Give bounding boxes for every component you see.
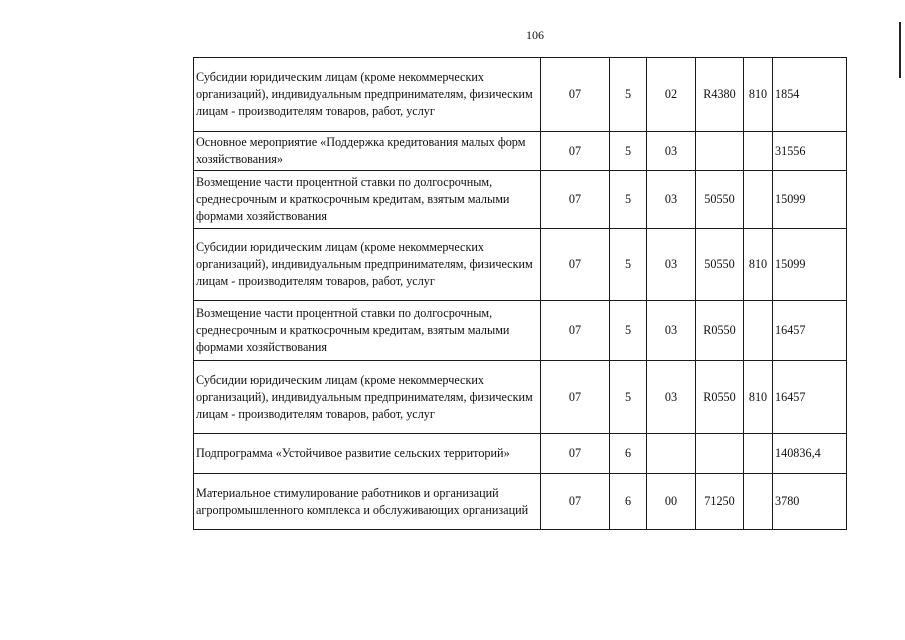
code-cell: 5	[610, 301, 647, 361]
code-cell: 03	[647, 132, 696, 171]
code-cell: 5	[610, 229, 647, 301]
code-cell	[744, 434, 773, 474]
table-row	[194, 301, 847, 361]
code-cell	[744, 474, 773, 530]
row-name-cell	[194, 361, 541, 434]
code-cell: 07	[541, 301, 610, 361]
row-name-cell	[194, 171, 541, 229]
table-row	[194, 229, 847, 301]
sum-cell: 1854	[773, 58, 847, 132]
table-row	[194, 132, 847, 171]
code-cell	[647, 434, 696, 474]
row-name: Подпрограмма «Устойчивое развитие сельских территорий»	[196, 446, 510, 460]
code-cell: 03	[647, 229, 696, 301]
code-cell: 03	[647, 301, 696, 361]
code-cell	[744, 301, 773, 361]
sum-cell: 3780	[773, 474, 847, 530]
code-cell: 50550	[696, 229, 744, 301]
sum-cell: 31556	[773, 132, 847, 171]
code-cell: 50550	[696, 171, 744, 229]
code-cell: 810	[744, 361, 773, 434]
code-cell: 07	[541, 434, 610, 474]
code-cell: 00	[647, 474, 696, 530]
sum-cell: 16457	[773, 361, 847, 434]
row-name-cell	[194, 474, 541, 530]
row-name: Возмещение части процентной ставки по долгосрочным, среднесрочным и краткосрочным кредитам, взятым малыми формами хозяйствования	[196, 175, 510, 223]
sum-cell: 15099	[773, 171, 847, 229]
row-name: Субсидии юридическим лицам (кроме некоммерческих организаций), индивидуальным предпринимателям, физическим лицам - производителям товаров, работ, услуг	[196, 240, 533, 288]
code-cell: 6	[610, 474, 647, 530]
row-name-cell	[194, 132, 541, 171]
sum-cell: 140836,4	[773, 434, 847, 474]
code-cell	[744, 132, 773, 171]
table-row	[194, 58, 847, 132]
budget-table	[193, 57, 847, 530]
code-cell: 07	[541, 361, 610, 434]
code-cell: 5	[610, 132, 647, 171]
code-cell: 07	[541, 132, 610, 171]
row-name-cell	[194, 229, 541, 301]
code-cell: R0550	[696, 361, 744, 434]
sum-cell: 15099	[773, 229, 847, 301]
row-name: Возмещение части процентной ставки по долгосрочным, среднесрочным и краткосрочным кредитам, взятым малыми формами хозяйствования	[196, 306, 510, 354]
row-name-cell	[194, 58, 541, 132]
table-row	[194, 361, 847, 434]
code-cell: R4380	[696, 58, 744, 132]
code-cell: 07	[541, 58, 610, 132]
scan-edge-mark	[899, 22, 901, 78]
code-cell	[696, 434, 744, 474]
code-cell: 03	[647, 361, 696, 434]
code-cell: 71250	[696, 474, 744, 530]
row-name-cell	[194, 301, 541, 361]
code-cell: 5	[610, 58, 647, 132]
code-cell: 5	[610, 171, 647, 229]
code-cell: 07	[541, 474, 610, 530]
code-cell: 810	[744, 229, 773, 301]
code-cell: R0550	[696, 301, 744, 361]
table-row	[194, 171, 847, 229]
code-cell: 02	[647, 58, 696, 132]
sum-cell: 16457	[773, 301, 847, 361]
code-cell	[744, 171, 773, 229]
code-cell: 07	[541, 229, 610, 301]
row-name: Субсидии юридическим лицам (кроме некоммерческих организаций), индивидуальным предпринимателям, физическим лицам - производителям товаров, работ, услуг	[196, 70, 533, 118]
row-name: Материальное стимулирование работников и организаций агропромышленного комплекса и обслуживающих организаций	[196, 485, 529, 517]
code-cell: 07	[541, 171, 610, 229]
code-cell	[696, 132, 744, 171]
table-row	[194, 434, 847, 474]
table-row	[194, 474, 847, 530]
code-cell: 6	[610, 434, 647, 474]
code-cell: 810	[744, 58, 773, 132]
row-name: Субсидии юридическим лицам (кроме некоммерческих организаций), индивидуальным предпринимателям, физическим лицам - производителям товаров, работ, услуг	[196, 372, 533, 421]
row-name: Основное мероприятие «Поддержка кредитования малых форм хозяйствования»	[196, 135, 526, 166]
code-cell: 5	[610, 361, 647, 434]
code-cell: 03	[647, 171, 696, 229]
row-name-cell	[194, 434, 541, 474]
page-number: 106	[526, 28, 544, 42]
